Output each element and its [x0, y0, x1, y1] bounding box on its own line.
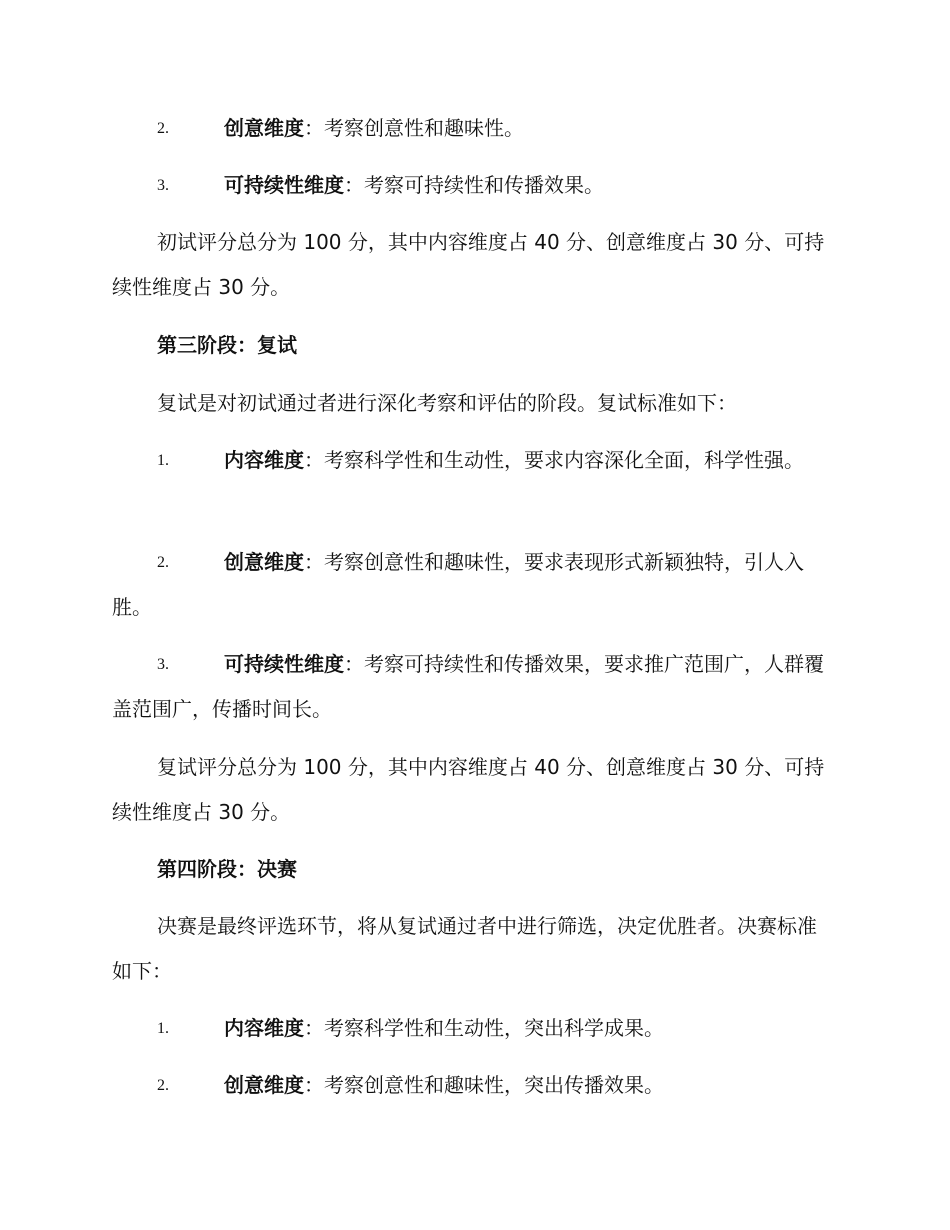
list-term: 可持续性维度	[224, 652, 344, 676]
list-item	[112, 1006, 832, 1051]
list-text: ：考察创意性和趣味性。	[304, 116, 524, 140]
list-term: 内容维度	[224, 448, 304, 472]
list-number: 3.	[157, 656, 169, 673]
list-term: 创意维度	[224, 550, 304, 574]
list-number: 2.	[157, 554, 169, 571]
paragraph-initial-score: 初试评分总分为 100 分，其中内容维度占 40 分、创意维度占 30 分、可持续性维度占 30 分。	[112, 230, 825, 299]
list-text: ：考察创意性和趣味性，突出传播效果。	[304, 1073, 664, 1097]
list-term: 内容维度	[224, 1016, 304, 1040]
heading-stage-4: 第四阶段：决赛	[157, 857, 297, 881]
list-term: 可持续性维度	[224, 173, 344, 197]
paragraph-stage-3-intro: 复试是对初试通过者进行深化考察和评估的阶段。复试标准如下：	[157, 391, 737, 415]
list-term: 创意维度	[224, 1073, 304, 1097]
list-number: 3.	[157, 177, 169, 194]
list-term: 创意维度	[224, 116, 304, 140]
list-text: ：考察科学性和生动性，突出科学成果。	[304, 1016, 664, 1040]
list-number: 1.	[157, 1020, 169, 1037]
list-number: 2.	[157, 1077, 169, 1094]
list-item	[112, 540, 832, 630]
list-text: ：考察创意性和趣味性，要求表现形式新颖独特，引人入胜。	[112, 550, 804, 619]
list-item	[112, 642, 832, 732]
list-item	[112, 1063, 832, 1108]
heading-stage-3: 第三阶段：复试	[157, 333, 297, 357]
list-number: 1.	[157, 452, 169, 469]
list-number: 2.	[157, 120, 169, 137]
list-item	[112, 438, 832, 483]
list-text: ：考察可持续性和传播效果，要求推广范围广，人群覆盖范围广，传播时间长。	[112, 652, 824, 721]
list-text: ：考察可持续性和传播效果。	[344, 173, 604, 197]
list-item	[112, 106, 832, 151]
list-item	[112, 163, 832, 208]
list-text: ：考察科学性和生动性，要求内容深化全面，科学性强。	[304, 448, 804, 472]
paragraph-stage-3-score: 复试评分总分为 100 分，其中内容维度占 40 分、创意维度占 30 分、可持续性维度占 30 分。	[112, 755, 825, 824]
paragraph-stage-4-intro: 决赛是最终评选环节，将从复试通过者中进行筛选，决定优胜者。决赛标准如下：	[112, 914, 817, 983]
